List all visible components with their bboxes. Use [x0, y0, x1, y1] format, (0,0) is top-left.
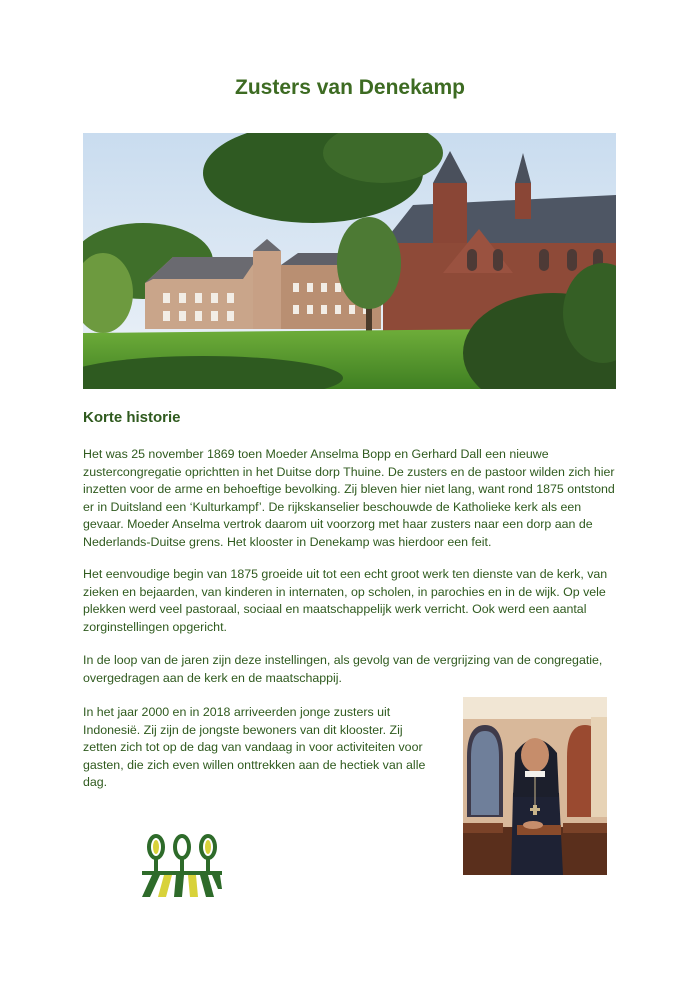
- monastery-photo: [83, 133, 616, 389]
- sister-portrait-photo: [463, 697, 607, 875]
- history-paragraph-3: In de loop van de jaren zijn deze instellingen, als gevolg van de vergrijzing van de congregatie, overgedragen aan de kerk en de maatschappij.: [83, 653, 603, 685]
- history-paragraph-4: In het jaar 2000 en in 2018 arriveerden jonge zusters uit Indonesië. Zij zijn de jongste bewoners van dit klooster. Zij zetten zich tot op de dag van vandaag in voor activiteiten voor gasten, die zich even willen onttrekken aan de hectiek van alle dag.: [83, 705, 426, 790]
- three-trees-logo: [140, 831, 224, 899]
- history-paragraph-1: Het was 25 november 1869 toen Moeder Anselma Bopp en Gerhard Dall een nieuwe zustercongregatie oprichtten in het Duitse dorp Thuine. De zusters en de pastoor wilden zich hier inzetten voor de arme en behoeftige bevolking. Zij bleven hier niet lang, want rond 1875 ontstond er in Duitsland een ‘Kulturkampf’. De rijkskanselier beschouwde de Katholieke kerk als een gevaar. Moeder Anselma vertrok daarom uit voorzorg met haar zusters naar een dorp aan de Nederlands-Duitse grens. Het klooster in Denekamp was hierdoor een feit.: [83, 447, 615, 549]
- history-paragraph-2: Het eenvoudige begin van 1875 groeide uit tot een echt groot werk ten dienste van de kerk, van zieken en bejaarden, van kinderen in internaten, op scholen, in parochies en in de wijk. Op vele plekken werd veel pastoraal, sociaal en maatschappelijk werk verricht. Ook werd een aantal zorginstellingen opgericht.: [83, 567, 608, 634]
- page-title: Zusters van Denekamp: [235, 76, 465, 99]
- section-heading: Korte historie: [83, 409, 181, 426]
